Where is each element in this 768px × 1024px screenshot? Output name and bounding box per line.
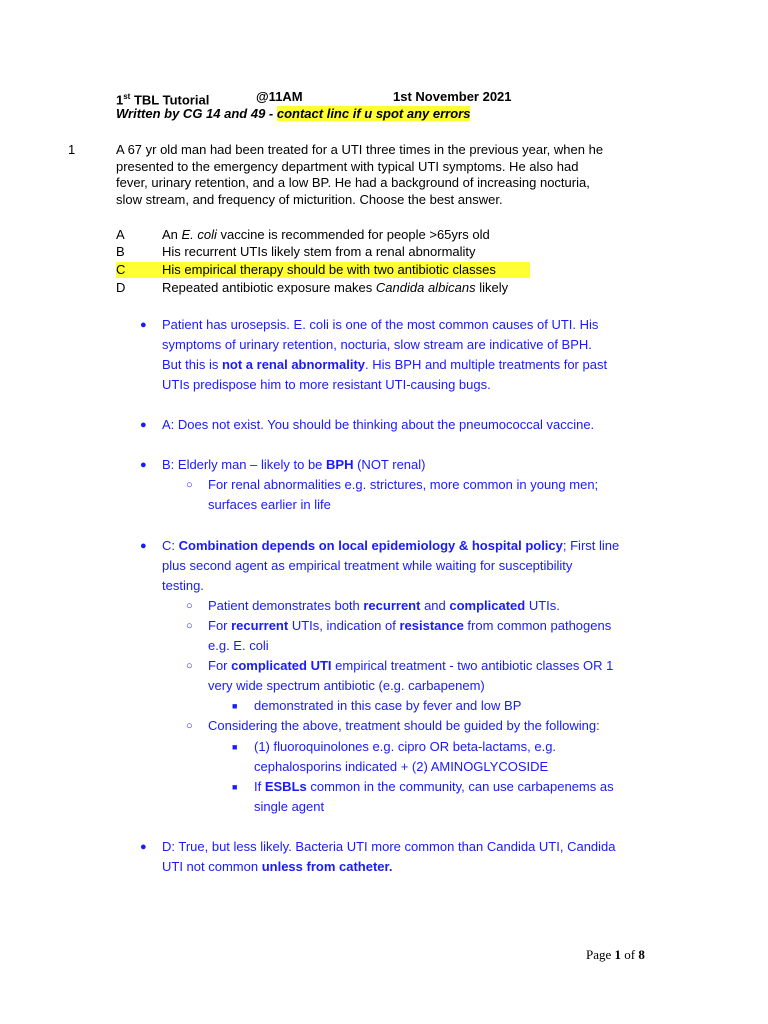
option-b-text: His recurrent UTIs likely stem from a renal abnormality <box>162 244 476 259</box>
bullet-icon: ● <box>140 540 147 552</box>
answer-c: plus second agent as empirical treatment while waiting for susceptibility <box>162 558 573 573</box>
answer-c: testing. <box>162 578 204 593</box>
circle-bullet-icon: ○ <box>186 600 193 612</box>
answer-c-subsub: cephalosporins indicated + (2) AMINOGLYCOSIDE <box>254 759 549 774</box>
square-bullet-icon: ■ <box>232 742 238 752</box>
answer-a: A: Does not exist. You should be thinking about the pneumococcal vaccine. <box>162 417 595 432</box>
answer-d: D: True, but less likely. Bacteria UTI more common than Candida UTI, Candida <box>162 839 616 854</box>
tutorial-title: 1st TBL Tutorial <box>116 92 210 108</box>
circle-bullet-icon: ○ <box>186 660 193 672</box>
question-stem-line: slow stream, and frequency of micturition. Choose the best answer. <box>116 192 503 207</box>
answer-c: C: Combination depends on local epidemiology & hospital policy; First line <box>162 538 620 553</box>
question-number: 1 <box>68 142 76 157</box>
explanation-line: Patient has urosepsis. E. coli is one of the most common causes of UTI. His <box>162 317 599 332</box>
square-bullet-icon: ■ <box>232 701 238 711</box>
circle-bullet-icon: ○ <box>186 479 193 491</box>
circle-bullet-icon: ○ <box>186 620 193 632</box>
explanation-line: UTIs predispose him to more resistant UTI-causing bugs. <box>162 377 491 392</box>
bullet-icon: ● <box>140 459 147 471</box>
answer-c-sub: Patient demonstrates both recurrent and complicated UTIs. <box>208 598 560 613</box>
option-letter: D <box>116 280 126 295</box>
tutorial-time: @11AM <box>256 89 303 104</box>
answer-b-sub: For renal abnormalities e.g. strictures, more common in young men; <box>208 477 599 492</box>
tutorial-date: 1st November 2021 <box>393 89 512 104</box>
bullet-icon: ● <box>140 841 147 853</box>
explanation-line: symptoms of urinary retention, nocturia, slow stream are indicative of BPH. <box>162 337 592 352</box>
answer-c-sub: e.g. E. coli <box>208 638 269 653</box>
author-line: Written by CG 14 and 49 - contact linc if u spot any errors <box>116 106 471 121</box>
option-d-text: Repeated antibiotic exposure makes Candida albicans likely <box>162 280 509 295</box>
question-stem-line: presented to the emergency department with typical UTI symptoms. He also had <box>116 159 579 174</box>
option-c-highlight: C His empirical therapy should be with two antibiotic classes <box>116 262 530 278</box>
option-letter: B <box>116 244 125 259</box>
answer-c-subsub: If ESBLs common in the community, can use carbapenems as <box>254 779 614 794</box>
page-number: Page 1 of 8 <box>586 947 645 962</box>
square-bullet-icon: ■ <box>232 782 238 792</box>
option-letter: A <box>116 227 125 242</box>
answer-c-subsub: demonstrated in this case by fever and low BP <box>254 698 522 713</box>
question-stem-line: A 67 yr old man had been treated for a UTI three times in the previous year, when he <box>116 142 604 157</box>
question-stem-line: fever, urinary retention, and a low BP. He had a background of increasing nocturia, <box>116 175 590 190</box>
answer-c-sub: very wide spectrum antibiotic (e.g. carbapenem) <box>208 678 485 693</box>
bullet-icon: ● <box>140 319 147 331</box>
answer-c-sub: Considering the above, treatment should be guided by the following: <box>208 718 600 733</box>
answer-c-subsub: single agent <box>254 799 325 814</box>
contact-note: contact linc if u spot any errors <box>276 106 471 121</box>
answer-b: B: Elderly man – likely to be BPH (NOT renal) <box>162 457 426 472</box>
explanation-line: But this is not a renal abnormality. His BPH and multiple treatments for past <box>162 357 608 372</box>
answer-c-sub: For recurrent UTIs, indication of resistance from common pathogens <box>208 618 612 633</box>
option-a-text: An E. coli vaccine is recommended for people >65yrs old <box>162 227 490 242</box>
circle-bullet-icon: ○ <box>186 720 193 732</box>
answer-b-sub: surfaces earlier in life <box>208 497 331 512</box>
answer-c-subsub: (1) fluoroquinolones e.g. cipro OR beta-lactams, e.g. <box>254 739 557 754</box>
bullet-icon: ● <box>140 419 147 431</box>
answer-c-sub: For complicated UTI empirical treatment - two antibiotic classes OR 1 <box>208 658 614 673</box>
answer-d: UTI not common unless from catheter. <box>162 859 393 874</box>
